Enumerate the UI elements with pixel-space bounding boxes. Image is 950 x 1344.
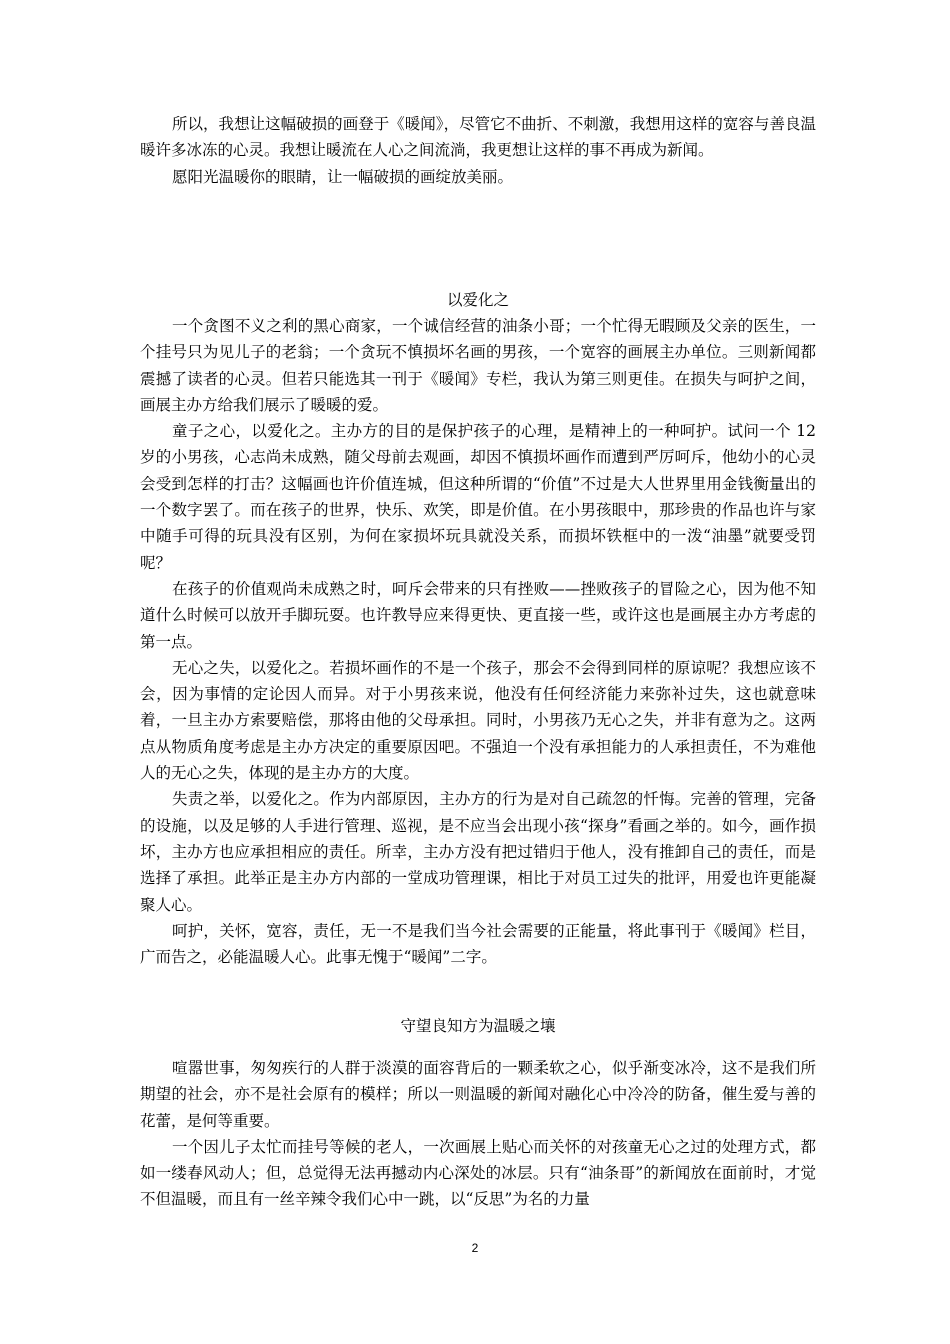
paragraph: 在孩子的价值观尚未成熟之时，呵斥会带来的只有挫败——挫败孩子的冒险之心，因为他不知道什么时候可以放开手脚玩耍。也许教导应来得更快、更直接一些，或许这也是画展主办方考虑的第一点。 [140, 579, 816, 651]
paragraph: 喧嚣世事，匆匆疾行的人群于淡漠的面容背后的一颗柔软之心，似乎渐变冰冷，这不是我们所期望的社会，亦不是社会原有的模样；所以一则温暖的新闻对融化心中冷冷的防备，催生爱与善的花蕾，是何等重要。 [140, 1059, 816, 1130]
paragraph: 一个因儿子太忙而挂号等候的老人，一次画展上贴心而关怀的对孩童无心之过的处理方式，都如一缕春风动人；但，总觉得无法再撼动内心深处的冰层。只有“油条哥”的新闻放在面前时，才觉不但温暖，而且有一丝辛辣令我们心中一跳，以“反思”为名的力量 [140, 1137, 816, 1209]
essay-title: 以爱化之 [446, 291, 509, 309]
essay-1-body [140, 313, 816, 970]
paragraph: 失责之举，以爱化之。作为内部原因，主办方的行为是对自己疏忽的忏悔。完善的管理，完备的设施，以及足够的人手进行管理、巡视，是不应当会出现小孩“探身”看画之举的。如今，画作损坏，主办方也应承担相应的责任。所幸，主办方没有把过错归于他人，没有推卸自己的责任，而是选择了承担。此举正是主办方内部的一堂成功管理课，相比于对员工过失的批评，用爱也许更能凝聚人心。 [140, 790, 816, 914]
essay-2-body [140, 1055, 816, 1213]
page-number: 2 [471, 1241, 479, 1255]
paragraph: 呵护，关怀，宽容，责任，无一不是我们当今社会需要的正能量，将此事刊于《暖闻》栏目，广而告之，必能温暖人心。此事无愧于“暖闻”二字。 [140, 921, 816, 967]
essay-title: 守望良知方为温暖之壤 [400, 1017, 556, 1035]
intro-section [140, 111, 816, 190]
paragraph: 愿阳光温暖你的眼睛，让一幅破损的画绽放美丽。 [172, 167, 514, 186]
paragraph: 无心之失，以爱化之。若损坏画作的不是一个孩子，那会不会得到同样的原谅呢？我想应该不会，因为事情的定论因人而异。对于小男孩来说，他没有任何经济能力来弥补过失，这也就意味着，一旦主办方索要赔偿，那将由他的父母承担。同时，小男孩乃无心之失，并非有意为之。这两点从物质角度考虑是主办方决定的重要原因吧。不强迫一个没有承担能力的人承担责任，不为难他人的无心之失，体现的是主办方的大度。 [140, 658, 816, 783]
paragraph: 童子之心，以爱化之。主办方的目的是保护孩子的心理，是精神上的一种呵护。试问一个 12 岁的小男孩，心志尚未成熟，随父母前去观画，却因不慎损坏画作而遭到严厉呵斥，他幼小的心灵会受到怎样的打击？这幅画也许价值连城，但这种所谓的“价值”不过是大人世界里用金钱衡量出的一个数字罢了。而在孩子的世界，快乐、欢笑，即是价值。在小男孩眼中，那珍贵的作品也许与家中随手可得的玩具没有区别，为何在家损坏玩具就没关系，而损坏铁框中的一泼“油墨”就要受罚呢？ [140, 422, 816, 572]
paragraph: 一个贪图不义之利的黑心商家，一个诚信经营的油条小哥；一个忙得无暇顾及父亲的医生，一个挂号只为见儿子的老翁；一个贪玩不慎损坏名画的男孩，一个宽容的画展主办单位。三则新闻都震撼了读者的心灵。但若只能选其一刊于《暖闻》专栏，我认为第三则更佳。在损失与呵护之间，画展主办方给我们展示了暖暖的爱。 [140, 317, 816, 414]
paragraph: 所以，我想让这幅破损的画登于《暖闻》，尽管它不曲折、不刺激，我想用这样的宽容与善良温暖许多冰冻的心灵。我想让暖流在人心之间流淌，我更想让这样的事不再成为新闻。 [140, 115, 816, 160]
